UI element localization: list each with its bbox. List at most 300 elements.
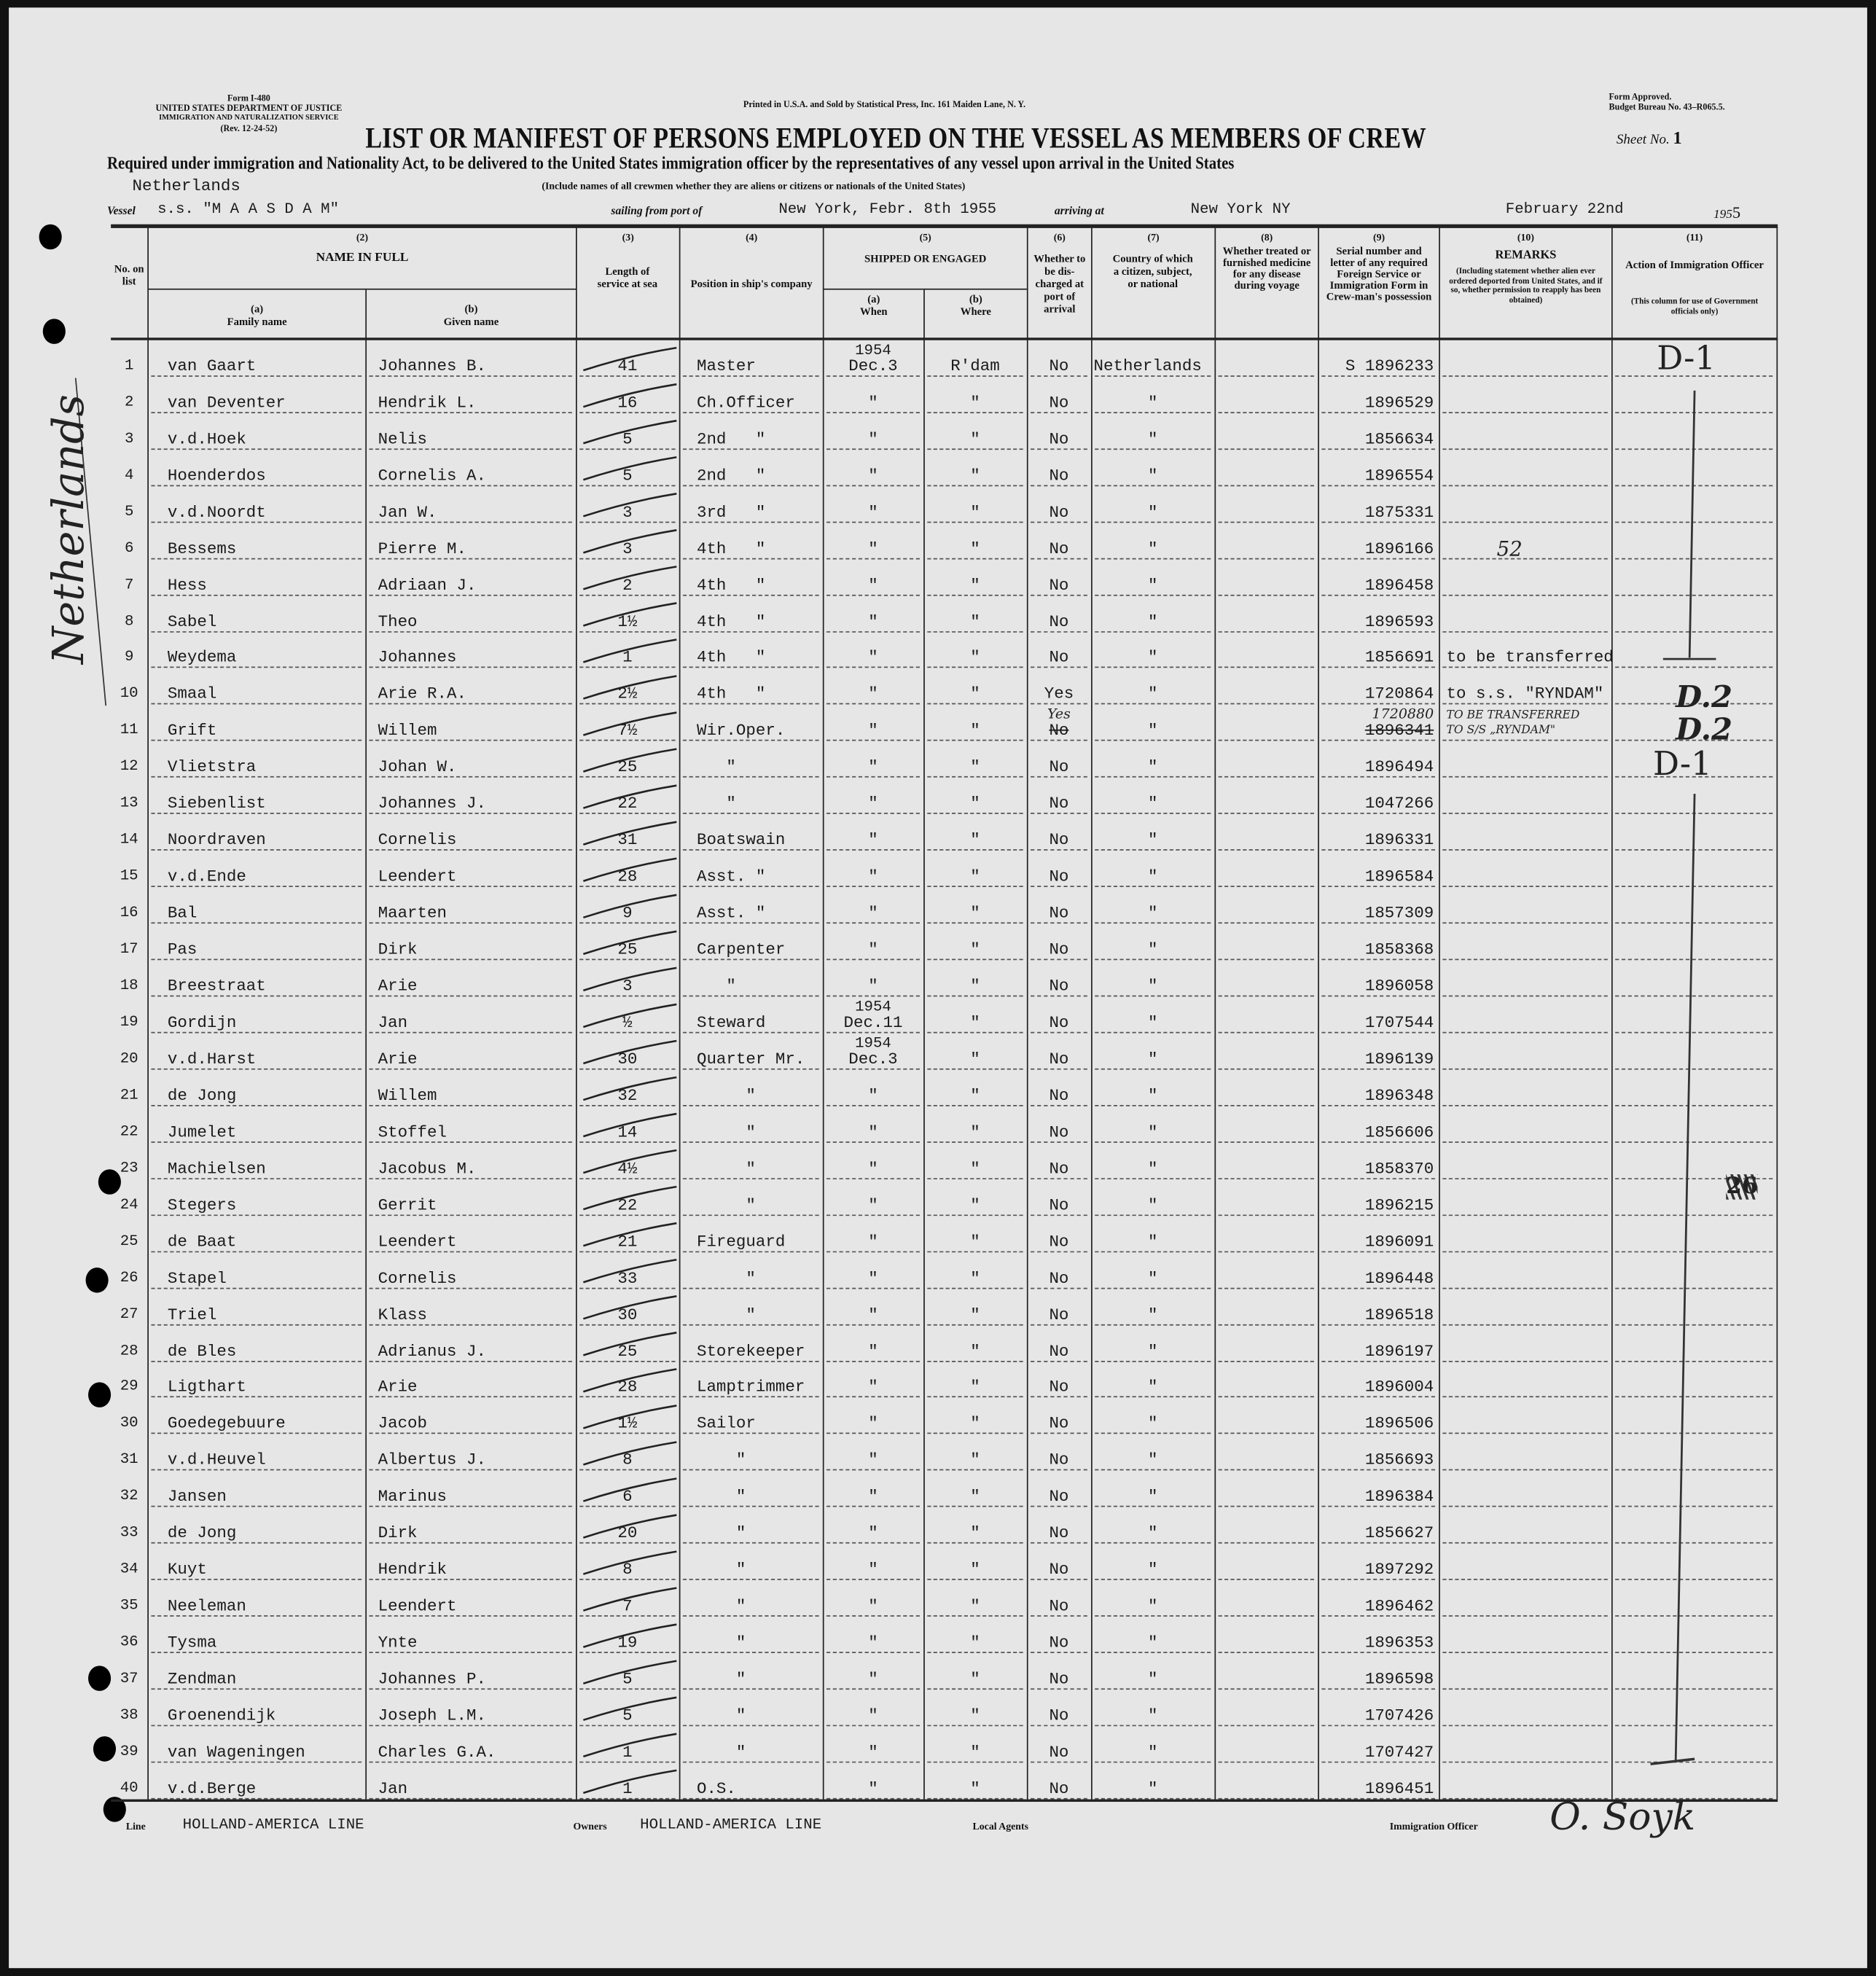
- when-value: ": [868, 1778, 878, 1798]
- length-check-mark: [583, 421, 676, 443]
- no-value: 37: [120, 1669, 138, 1687]
- serial-value: 1896058: [1364, 976, 1434, 996]
- where-label: Where: [960, 305, 991, 318]
- header-discharged: Whether to be dis-charged at port of arrival: [1033, 251, 1086, 316]
- discharged-value: No: [1049, 466, 1069, 485]
- when-value: Dec.3: [848, 356, 898, 375]
- length-value: 5: [622, 466, 633, 485]
- length-check-mark: [583, 968, 676, 991]
- serial-value: 1896593: [1364, 612, 1434, 631]
- family-value: Breestraat: [167, 976, 266, 996]
- given-value: Leendert: [378, 1232, 457, 1251]
- position-value: Ch.Officer: [696, 393, 795, 412]
- when-value: ": [868, 976, 878, 996]
- length-check-mark: [583, 603, 676, 625]
- form-approved: Form Approved.: [1609, 92, 1672, 103]
- given-value: Hendrik L.: [378, 393, 477, 412]
- serial-value: 1856627: [1364, 1523, 1434, 1543]
- given-label: Given name: [443, 315, 499, 328]
- form-number: Form I-480: [227, 93, 270, 104]
- position-value: 4th ": [696, 612, 766, 631]
- discharged-value: No: [1049, 1305, 1069, 1324]
- given-value: Jan: [378, 1012, 408, 1032]
- footer: [125, 1795, 1777, 1840]
- revision: (Rev. 12-24-52): [220, 123, 278, 134]
- discharged-value: No: [1049, 502, 1069, 522]
- country-value: ": [1147, 1378, 1158, 1397]
- arriving-label: arriving at: [1054, 204, 1104, 217]
- serial-value: 1896462: [1364, 1596, 1434, 1616]
- discharged-value: No: [1049, 976, 1069, 996]
- col-number: (9): [1372, 232, 1385, 243]
- position-value: Asst. ": [696, 903, 766, 923]
- serial-value: 1896494: [1364, 757, 1434, 777]
- arriving-at: New York NY: [1190, 200, 1291, 219]
- length-check-mark: [583, 1405, 676, 1428]
- family-value: Sabel: [167, 612, 217, 631]
- when-value: ": [868, 757, 878, 777]
- length-check-mark: [583, 566, 676, 589]
- length-value: 22: [617, 794, 638, 813]
- action-bracket-line: [1676, 794, 1695, 1762]
- given-value: Arie: [378, 976, 418, 996]
- given-value: Joseph L.M.: [378, 1706, 486, 1725]
- where-value: ": [970, 1450, 980, 1470]
- owners-label: Owners: [573, 1820, 607, 1832]
- serial-value: 1858370: [1364, 1159, 1434, 1178]
- position-value: 2nd ": [696, 466, 766, 485]
- discharged-value: No: [1049, 1778, 1069, 1798]
- serial-value: 1707426: [1364, 1706, 1434, 1725]
- header-remarks: REMARKS: [1495, 249, 1557, 262]
- serial-value: S 1896233: [1345, 356, 1434, 375]
- col-number: (10): [1517, 232, 1534, 243]
- length-check-mark: [583, 1369, 676, 1391]
- family-value: de Jong: [167, 1085, 237, 1105]
- col-number: (5): [919, 232, 931, 243]
- family-value: de Baat: [167, 1232, 237, 1251]
- length-check-mark: [583, 1041, 676, 1063]
- length-check-mark: [583, 859, 676, 881]
- length-check-mark: [583, 1625, 676, 1647]
- family-value: Jumelet: [167, 1122, 237, 1141]
- given-value: Jacob: [378, 1414, 428, 1434]
- family-value: Bessems: [167, 539, 237, 558]
- discharged-value: No: [1049, 1523, 1069, 1543]
- agents-label: Local Agents: [972, 1820, 1029, 1832]
- action-mark-d1: D-1: [1657, 340, 1716, 378]
- given-value: Cornelis A.: [378, 466, 486, 485]
- country-value: ": [1147, 1195, 1158, 1214]
- length-value: 3: [622, 976, 633, 996]
- given-value: Arie: [378, 1049, 418, 1069]
- when-value: ": [868, 502, 878, 522]
- family-value: Jansen: [167, 1487, 227, 1507]
- where-value: ": [970, 1268, 980, 1288]
- sub-letter: (b): [464, 302, 478, 316]
- no-value: 19: [120, 1012, 138, 1031]
- where-value: R'dam: [950, 356, 1000, 375]
- country-value: ": [1147, 940, 1158, 959]
- given-value: Jan W.: [378, 502, 437, 522]
- when-value: ": [868, 612, 878, 631]
- discharged-value: No: [1049, 1487, 1069, 1507]
- no-value: 12: [120, 757, 138, 776]
- given-value: Arie: [378, 1378, 418, 1397]
- where-value: ": [970, 393, 980, 412]
- remarks-value: 52: [1496, 536, 1523, 561]
- where-value: ": [970, 1414, 980, 1434]
- when-value: ": [868, 1085, 878, 1105]
- vessel-name: s.s. "M A A S D A M": [157, 200, 340, 219]
- country-value: ": [1147, 1305, 1158, 1324]
- serial-value: 1896139: [1364, 1049, 1434, 1069]
- line-label: Line: [125, 1820, 146, 1832]
- position-value: ": [696, 1669, 746, 1689]
- no-value: 21: [120, 1085, 138, 1104]
- length-value: 3: [622, 502, 633, 522]
- sailing-label: sailing from port of: [611, 204, 703, 217]
- given-value: Willem: [378, 721, 437, 741]
- length-check-mark: [583, 639, 676, 662]
- no-value: 40: [120, 1778, 138, 1797]
- length-check-mark: [583, 1770, 676, 1793]
- discharged-value: No: [1049, 940, 1069, 959]
- length-check-mark: [583, 786, 676, 808]
- length-check-mark: [583, 1260, 676, 1282]
- serial-value: 1856691: [1364, 648, 1434, 668]
- family-value: Goedegebuure: [167, 1414, 286, 1434]
- country-value: ": [1147, 1122, 1158, 1141]
- header-treated: Whether treated or furnished medicine for any disease during voyage: [1222, 244, 1311, 292]
- country-value: ": [1147, 429, 1158, 449]
- officer-label: Immigration Officer: [1389, 1820, 1478, 1832]
- length-check-mark: [583, 1114, 676, 1136]
- family-value: Smaal: [167, 684, 217, 704]
- position-value: 4th ": [696, 539, 766, 558]
- discharged-value: No: [1049, 830, 1069, 850]
- family-value: v.d.Noordt: [167, 502, 266, 522]
- col-number: (8): [1261, 232, 1273, 243]
- country-value: ": [1147, 502, 1158, 522]
- discharged-value: No: [1049, 903, 1069, 923]
- discharged-value: No: [1049, 1742, 1069, 1762]
- year-prefix: 195: [1713, 208, 1732, 222]
- officer-signature: O. Soyk: [1549, 1795, 1696, 1840]
- country-value: Netherlands: [1093, 356, 1202, 375]
- length-check-mark: [583, 1588, 676, 1611]
- family-label: Family name: [227, 315, 287, 328]
- action-mark-d2: D.2: [1676, 710, 1732, 748]
- position-value: Carpenter: [696, 940, 786, 959]
- header-length: Length of service at sea: [597, 265, 658, 290]
- header-shipped: SHIPPED OR ENGAGED: [864, 251, 987, 265]
- when-value: Dec.11: [843, 1012, 903, 1032]
- country-value: ": [1147, 575, 1158, 595]
- discharged-value: No: [1049, 757, 1069, 777]
- when-value: ": [868, 903, 878, 923]
- no-value: 34: [120, 1560, 138, 1578]
- when-value: ": [868, 648, 878, 668]
- serial-value: 1896451: [1364, 1778, 1434, 1798]
- when-value: ": [868, 1560, 878, 1579]
- when-value: ": [868, 429, 878, 449]
- discharged-value: No: [1049, 1341, 1069, 1361]
- where-value: ": [970, 1669, 980, 1689]
- given-value: Ynte: [378, 1633, 418, 1652]
- sub-letter: (a): [251, 302, 264, 316]
- given-value: Albertus J.: [378, 1450, 486, 1470]
- discharged-value: No: [1049, 612, 1069, 631]
- no-value: 33: [120, 1523, 138, 1542]
- when-value: ": [868, 794, 878, 813]
- given-value: Gerrit: [378, 1195, 437, 1214]
- where-value: ": [970, 830, 980, 850]
- length-check-mark: [583, 493, 676, 516]
- given-value: Johannes P.: [378, 1669, 486, 1689]
- length-value: 7: [622, 1596, 633, 1616]
- when-year: 1954: [855, 341, 891, 359]
- serial-value: 1720864: [1364, 684, 1434, 704]
- no-value: 15: [120, 867, 138, 885]
- given-value: Klass: [378, 1305, 428, 1324]
- length-value: 1½: [617, 1414, 638, 1434]
- country-value: ": [1147, 684, 1158, 704]
- discharged-value: No: [1049, 867, 1069, 886]
- discharged-value: No: [1049, 1195, 1069, 1214]
- length-value: 30: [617, 1049, 638, 1069]
- country-value: ": [1147, 1778, 1158, 1798]
- serial-value: 1856634: [1364, 429, 1434, 449]
- country-value: ": [1147, 794, 1158, 813]
- family-value: Grift: [167, 721, 217, 741]
- no-value: 36: [120, 1633, 138, 1651]
- country-value: ": [1147, 1012, 1158, 1032]
- when-year: 1954: [855, 1034, 891, 1053]
- position-value: 3rd ": [696, 502, 766, 522]
- length-check-mark: [583, 457, 676, 480]
- serial-value: 1896353: [1364, 1633, 1434, 1652]
- where-value: ": [970, 1122, 980, 1141]
- when-value: ": [868, 684, 878, 704]
- discharged-value: No: [1049, 1450, 1069, 1470]
- action-mark-d1: D-1: [1653, 746, 1712, 784]
- country-value: ": [1147, 1232, 1158, 1251]
- length-value: 22: [617, 1195, 638, 1214]
- where-value: ": [970, 867, 980, 886]
- col-number: (3): [622, 232, 634, 243]
- position-value: ": [696, 1122, 756, 1141]
- year-suffix: 5: [1732, 203, 1741, 222]
- serial-value: 1896341: [1364, 721, 1434, 741]
- where-value: ": [970, 648, 980, 668]
- no-value: 6: [124, 539, 134, 557]
- serial-value: 1896554: [1364, 466, 1434, 485]
- when-value: ": [868, 721, 878, 741]
- length-value: 4½: [617, 1159, 638, 1178]
- length-value: 6: [622, 1487, 633, 1507]
- family-value: Triel: [167, 1305, 217, 1324]
- serial-value: 1896458: [1364, 575, 1434, 595]
- col-number: (6): [1053, 232, 1066, 243]
- position-value: 2nd ": [696, 429, 766, 449]
- serial-value: 1858368: [1364, 940, 1434, 959]
- position-value: Lamptrimmer: [696, 1378, 805, 1397]
- discharged-value: No: [1049, 1049, 1069, 1069]
- length-check-mark: [583, 1698, 676, 1720]
- family-value: Kuyt: [167, 1560, 207, 1579]
- length-value: 5: [622, 1669, 633, 1689]
- discharged-value: No: [1049, 1378, 1069, 1397]
- serial-value: 1707427: [1364, 1742, 1434, 1762]
- length-check-marks: [583, 348, 676, 1793]
- discharged-value: No: [1049, 393, 1069, 412]
- serial-value: 1896215: [1364, 1195, 1434, 1214]
- length-value: ½: [622, 1012, 633, 1032]
- length-check-mark: [583, 749, 676, 772]
- discharged-value: No: [1049, 356, 1069, 375]
- length-value: 7½: [617, 721, 638, 741]
- position-value: Asst. ": [696, 867, 766, 886]
- position-value: ": [696, 1085, 756, 1105]
- where-value: ": [970, 1378, 980, 1397]
- discharged-value: No: [1049, 1012, 1069, 1032]
- when-value: ": [868, 1596, 878, 1616]
- family-value: Zendman: [167, 1669, 237, 1689]
- length-check-mark: [583, 348, 676, 370]
- no-value: 23: [120, 1159, 138, 1177]
- serial-value: 1896197: [1364, 1341, 1434, 1361]
- position-value: ": [696, 976, 736, 996]
- where-value: ": [970, 1706, 980, 1725]
- length-check-mark: [583, 713, 676, 735]
- serial-value: 1047266: [1364, 794, 1434, 813]
- action-mark-count: 26: [1726, 1173, 1758, 1200]
- where-value: ": [970, 1778, 980, 1798]
- family-value: van Wageningen: [167, 1742, 305, 1762]
- length-value: 19: [617, 1633, 638, 1652]
- family-value: Noordraven: [167, 830, 266, 850]
- length-value: 5: [622, 1706, 633, 1725]
- length-check-mark: [583, 1734, 676, 1757]
- line-value: HOLLAND-AMERICA LINE: [182, 1816, 364, 1834]
- family-value: Bal: [167, 903, 198, 923]
- length-check-mark: [583, 1479, 676, 1501]
- position-value: Storekeeper: [696, 1341, 805, 1361]
- position-value: Wir.Oper.: [696, 721, 786, 741]
- when-value: ": [868, 1268, 878, 1288]
- given-value: Hendrik: [378, 1560, 447, 1579]
- where-value: ": [970, 1523, 980, 1543]
- when-value: ": [868, 1706, 878, 1725]
- budget-bureau: Budget Bureau No. 43–R065.5.: [1609, 102, 1725, 112]
- where-value: ": [970, 1305, 980, 1324]
- discharged-value: No: [1049, 1414, 1069, 1434]
- where-value: ": [970, 612, 980, 631]
- serial-value: 1896448: [1364, 1268, 1434, 1288]
- discharged-value: No: [1049, 575, 1069, 595]
- department: UNITED STATES DEPARTMENT OF JUSTICE: [155, 103, 343, 114]
- length-check-mark: [583, 1004, 676, 1027]
- where-value: ": [970, 1487, 980, 1507]
- serial-value: 1896506: [1364, 1414, 1434, 1434]
- where-value: ": [970, 1633, 980, 1652]
- length-value: 1: [622, 1742, 633, 1762]
- col-number: (11): [1686, 232, 1703, 243]
- length-check-mark: [583, 1223, 676, 1246]
- length-value: 8: [622, 1450, 633, 1470]
- discharged-value: No: [1049, 648, 1069, 668]
- where-value: ": [970, 539, 980, 558]
- where-value: ": [970, 1159, 980, 1178]
- no-value: 35: [120, 1596, 138, 1614]
- when-value: ": [868, 1341, 878, 1361]
- no-value: 39: [120, 1742, 138, 1760]
- length-check-mark: [583, 530, 676, 552]
- family-value: Vlietstra: [167, 757, 257, 777]
- no-value: 30: [120, 1414, 138, 1432]
- length-check-mark: [583, 1150, 676, 1173]
- country-value: ": [1147, 1450, 1158, 1470]
- given-value: Willem: [378, 1085, 437, 1105]
- given-value: Johannes J.: [378, 794, 486, 813]
- country-value: ": [1147, 1669, 1158, 1689]
- discharged-value: No: [1049, 1596, 1069, 1616]
- length-value: 8: [622, 1560, 633, 1579]
- family-value: de Jong: [167, 1523, 237, 1543]
- serial-value: 1896598: [1364, 1669, 1434, 1689]
- given-value: Dirk: [378, 940, 418, 959]
- family-value: Stapel: [167, 1268, 227, 1288]
- when-value: ": [868, 1122, 878, 1141]
- no-value: 20: [120, 1049, 138, 1068]
- no-value: 17: [120, 940, 138, 958]
- country-value: ": [1147, 1560, 1158, 1579]
- given-value: Charles G.A.: [378, 1742, 496, 1762]
- when-value: ": [868, 393, 878, 412]
- country-value: ": [1147, 1487, 1158, 1507]
- no-value: 7: [124, 575, 134, 593]
- country-value: ": [1147, 1159, 1158, 1178]
- discharged-value: No: [1049, 1706, 1069, 1725]
- no-value: 1: [124, 356, 134, 375]
- given-value: Theo: [378, 612, 418, 631]
- country-value: ": [1147, 1523, 1158, 1543]
- given-value: Johannes B.: [378, 356, 486, 375]
- length-check-mark: [583, 1077, 676, 1100]
- length-value: 2: [622, 575, 633, 595]
- country-value: ": [1147, 648, 1158, 668]
- length-value: 33: [617, 1268, 638, 1288]
- position-value: ": [696, 1742, 746, 1762]
- country-value: ": [1147, 1049, 1158, 1069]
- no-value: 32: [120, 1487, 138, 1505]
- length-value: 20: [617, 1523, 638, 1543]
- position-value: Boatswain: [696, 830, 786, 850]
- no-value: 4: [124, 466, 134, 484]
- header-serial: Serial number and letter of any required Foreign Service or Immigration Form in Crew-man's possession: [1326, 244, 1432, 302]
- when-value: ": [868, 1305, 878, 1324]
- family-value: v.d.Hoek: [167, 429, 246, 449]
- header-action: Action of Immigration Officer: [1625, 258, 1764, 271]
- where-value: ": [970, 794, 980, 813]
- remarks-line2: TO S/S „RYNDAM": [1446, 725, 1556, 738]
- when-value: ": [868, 830, 878, 850]
- printer-note: Printed in U.S.A. and Sold by Statistical Press, Inc. 161 Maiden Lane, N. Y.: [743, 99, 1026, 110]
- country-value: ": [1147, 830, 1158, 850]
- country-value: ": [1147, 466, 1158, 485]
- sub-letter: (b): [969, 292, 982, 305]
